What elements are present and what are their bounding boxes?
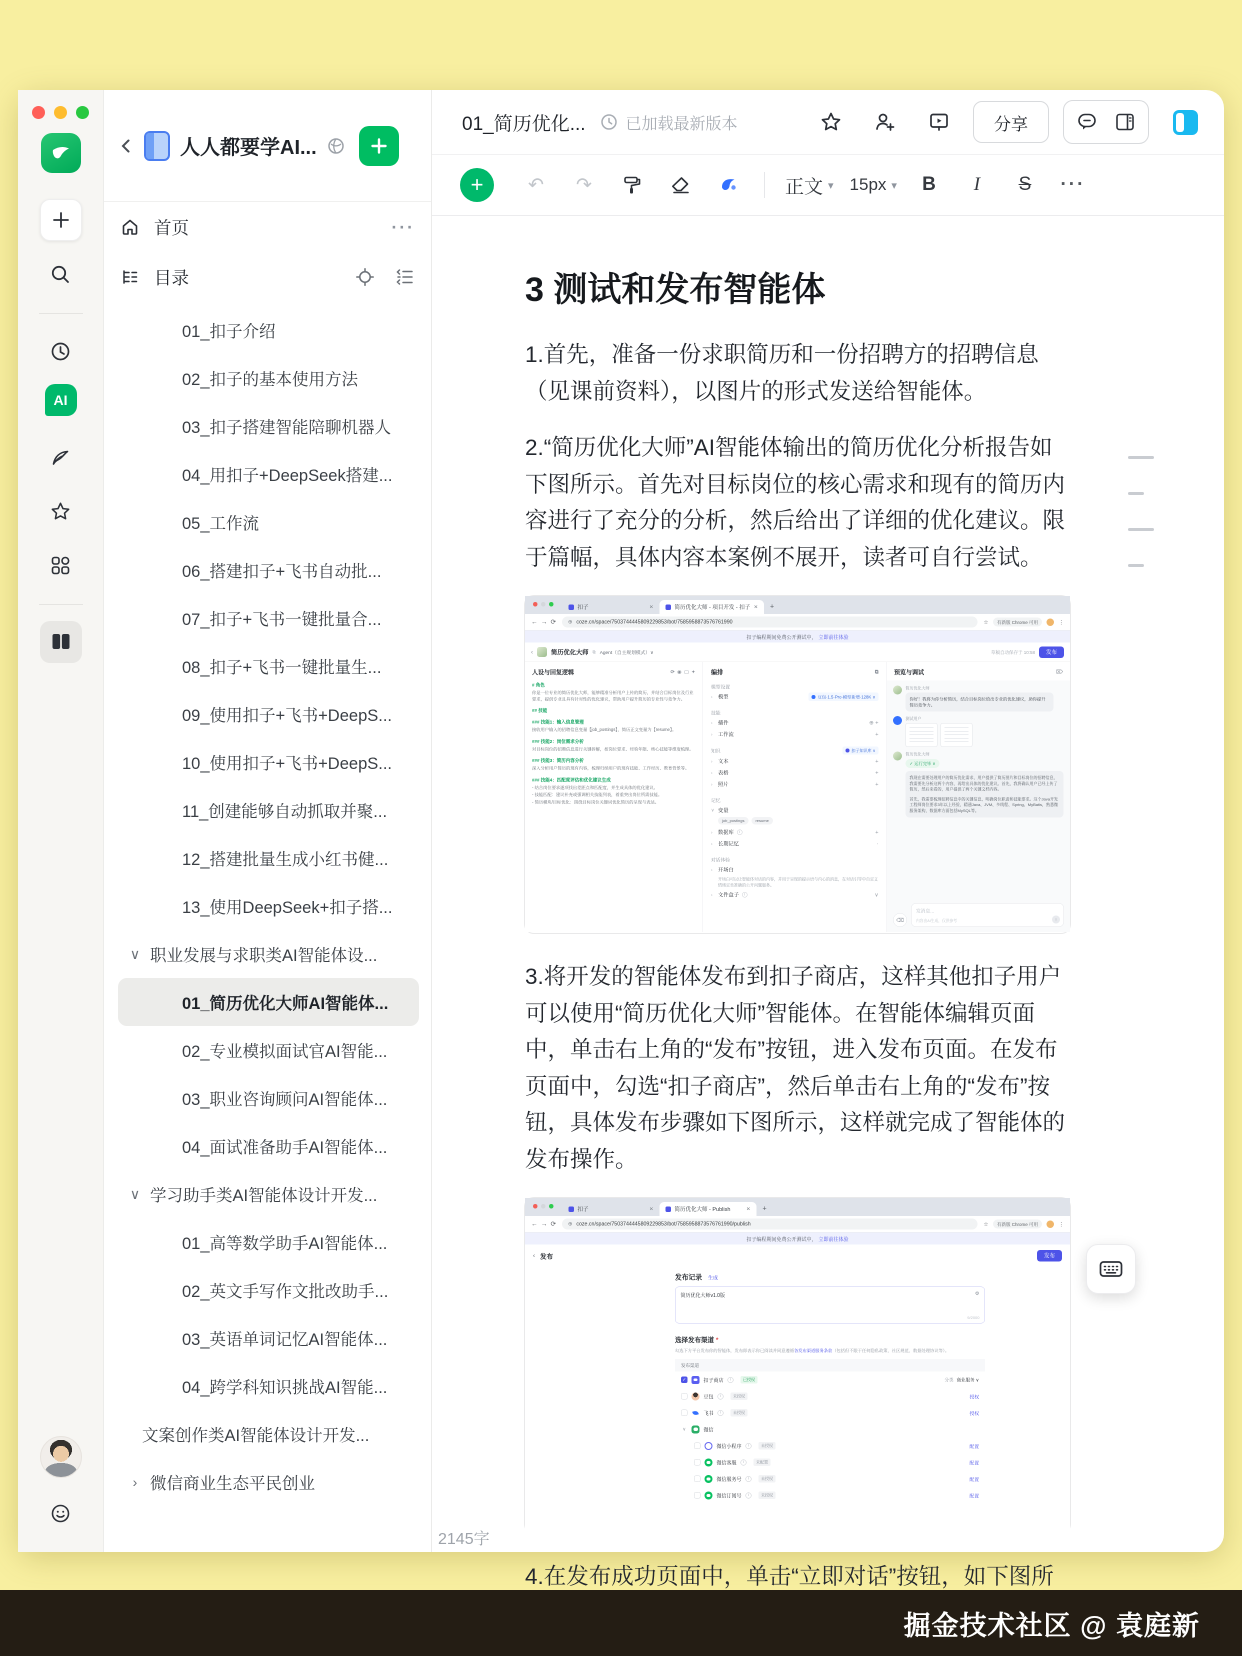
toc-label: 目录: [154, 267, 189, 288]
tree-item[interactable]: 04_跨学科知识挑战AI智能...: [182, 1379, 388, 1397]
chevron-down-icon[interactable]: ∨: [129, 1185, 141, 1202]
publish-button: 发布: [1037, 1250, 1062, 1262]
help-smiley-icon[interactable]: [40, 1492, 82, 1534]
notebook-icon: [144, 131, 170, 161]
tree-item[interactable]: 03_扣子搭建智能陪聊机器人: [182, 419, 392, 437]
word-count: 2145字: [438, 1531, 490, 1548]
toolbar-more-button[interactable]: ···: [1053, 165, 1093, 205]
job-image-thumb: [941, 723, 973, 747]
watermark-text: 掘金技术社区 @ 袁庭新: [903, 1610, 1200, 1641]
orchestrate-panel: 编排 ⧉ 模型设置 › 模型 豆包·1.5·Pro·模型新增·128K ∨ 技能 › 插件 ⊕ + › 工作流 + 知识 扣子知识库 ∨ › 文本 + › 表格 + › 照片 + 记忆 ∨ 变量 job_postings resume › 数据库 i + › 长期记忆 · 对话体验 › 开场白 开场白可以让智能体对话的内容，并用于呈现的提示语与内心的消息，在对话引导中自定义情绪定坐准确的公开问题服务。 › 文件盒子 i ∨: [703, 662, 887, 932]
browser-tab-active: 简历优化大师 - 项目开发 - 扣子 ✕: [660, 600, 764, 614]
keyboard-shortcut-button[interactable]: [1086, 1244, 1136, 1294]
persona-panel: 人设与回复逻辑 ⟳ ◉ ▢ ✦ # 角色 你是一位专业的简历优化大师，能够精准分析用户上传的简历，并结合目标岗位及行业要求，提供专业且具有针对性的优化建议，帮助用户提升简历的专业性与竞争力。 ## 技能 ### 技能1：输入信息管理 接收用户输入的招聘信息变量【job_postings】，简历正文变量为【resume】。 ### 技能2：岗位需求分析 对目标岗位的招聘信息进行关键拆解，按岗位要求、经验年限、核心技能等维度梳理。 ### 技能3：简历内容分析 深入分析用户简历的现有内容，梳理归纳用户的现有技能、工作经历、教育背景等。 ### 技能4：匹配度评估和优化建议生成 - 结合岗位要求逐项找出差距点和匹配度，并生成具体的优化建议。 - 技能匹配：建议补充或强调相关技能列表，着重突出岗位所需技能。 - 简历模块/目标优化：围绕目标岗位关键词优化简历的呈现与表达。: [525, 662, 703, 932]
tree-item[interactable]: 03_职业咨询顾问AI智能体...: [182, 1091, 388, 1109]
tree-item[interactable]: 04_面试准备助手AI智能体...: [182, 1139, 388, 1157]
doc-paragraph-1: 1.首先，准备一份求职简历和一份招聘方的招聘信息（见课前资料），以图片的形式发送给智能体。: [525, 342, 1039, 404]
doubao-icon: [692, 1392, 700, 1400]
feishu-app-window: [18, 90, 1224, 1589]
doc-heading: 3 测试和发布智能体: [525, 271, 826, 309]
tree-item[interactable]: 10_使用扣子+飞书+DeepS...: [182, 755, 393, 773]
user-avatar[interactable]: [40, 1436, 82, 1478]
rail-divider: [39, 313, 83, 314]
doc-format-toolbar: [432, 154, 1224, 216]
tree-group[interactable]: ∨ 职业发展与求职类AI智能体设...: [104, 930, 431, 978]
view-toggle-group: [1063, 100, 1149, 144]
sidebar-item-home[interactable]: [104, 202, 431, 252]
chevron-right-icon[interactable]: ›: [132, 1474, 138, 1490]
close-window-button[interactable]: [32, 106, 45, 119]
publish-button: 发布: [1039, 646, 1064, 658]
collapse-outline-icon[interactable]: [395, 267, 415, 287]
tree-item[interactable]: 08_扣子+飞书一键批量生...: [182, 659, 382, 677]
coze-beta-notice: 扣子编程期间免费公开测试中， 立即前往体验: [525, 1233, 1070, 1245]
url-text: coze.cn/space/7503744445809229853/bot/7585958873576761990: [576, 619, 733, 625]
ai-assistant-icon[interactable]: AI: [45, 384, 77, 416]
bot-avatar: [893, 752, 902, 761]
browser-tab: 扣子 ✕: [563, 1202, 660, 1216]
side-panel-icon[interactable]: [1108, 105, 1142, 139]
window-controls[interactable]: [18, 106, 89, 119]
channel-row: 飞书 i 未授权 授权: [675, 1405, 985, 1422]
history-clock-icon: [600, 113, 618, 131]
release-note-textarea: 简历优化大师v1.0版 ⚙ 9/2000: [675, 1287, 985, 1324]
undo-icon[interactable]: ↶: [516, 165, 556, 205]
ai-assist-icon[interactable]: [708, 165, 748, 205]
doc-paragraph-3: 3.将开发的智能体发布到扣子商店，这样其他扣子用户可以使用“简历优化大师”智能体。在智能体编辑页面中，单击右上角的“发布”按钮，进入发布页面。在发布页面中，勾选“扣子商店”，然后单击右上角的“发布”按钮，具体发布步骤如下图所示，这样就完成了智能体的发布操作。: [525, 964, 1066, 1172]
tree-item-selected[interactable]: 01_简历优化大师AI智能体...: [118, 978, 419, 1026]
browser-tab-strip: [525, 596, 1070, 614]
user-avatar-small: [893, 716, 902, 725]
doc-page[interactable]: [432, 216, 1224, 1652]
agent-avatar: [537, 647, 547, 657]
checkbox-unchecked: [681, 1393, 688, 1400]
tree-group[interactable]: › 微信商业生态平民创业: [104, 1458, 431, 1506]
browser-url-bar: ← → ⟳ ⊕ coze.cn/space/7503744445809229853/bot/7585958873576761990/publish ☆ 有新版 Chrome 可用 ⋮: [525, 1216, 1070, 1233]
doc-title: 01_简历优化...: [462, 113, 586, 135]
search-icon[interactable]: [40, 253, 82, 295]
browser-tab-strip: [525, 1198, 1070, 1216]
doc-tree-list: [104, 302, 431, 1552]
channel-group-row: ∨ 微信: [682, 1426, 714, 1433]
miniprogram-icon: [705, 1442, 713, 1450]
doc-paragraph-2: 2.“简历优化大师”AI智能体输出的简历优化分析报告如下图所示。首先对目标岗位的核心需求和现有的简历内容进行了充分的分析，然后给出了详细的优化建议。限于篇幅，具体内容本案例不展开，读者可自行尝试。: [525, 435, 1066, 570]
workspace-grid-icon[interactable]: [40, 544, 82, 586]
tree-item[interactable]: 02_扣子的基本使用方法: [182, 371, 359, 389]
bold-button[interactable]: B: [909, 165, 949, 205]
app-icon-rail: [18, 90, 104, 1552]
wechat-service-icon: [705, 1475, 713, 1483]
new-tab-icon: +: [769, 602, 775, 610]
create-new-button[interactable]: [359, 126, 399, 166]
doc-tree-sidebar: [104, 90, 432, 1552]
version-status: 已加载最新版本: [600, 111, 738, 134]
chat-input: 发消息... 内容由AI生成，仅供参考 ↑: [911, 903, 1064, 927]
chrome-profile-avatar: [1047, 618, 1055, 626]
tree-item[interactable]: 02_专业模拟面试官AI智能...: [182, 1043, 388, 1061]
channel-row: ✓ 扣子商店 i 已授权 分类 商业服务 ∨: [682, 1377, 979, 1384]
tree-item[interactable]: 04_用扣子+DeepSeek搭建...: [182, 467, 393, 485]
italic-button[interactable]: I: [957, 165, 997, 205]
sync-globe-icon[interactable]: [327, 137, 345, 155]
bot-avatar: [893, 686, 902, 695]
doc-topbar: [432, 90, 1224, 154]
tree-item[interactable]: 11_创建能够自动抓取并聚...: [182, 803, 388, 821]
coze-beta-notice: 扣子编程期间免费公开测试中， 立即前往体验: [525, 631, 1070, 643]
coze-favicon: [569, 604, 575, 610]
publish-page-header: ‹ 发布 发布: [525, 1245, 1070, 1267]
docs-book-icon-active[interactable]: [40, 621, 82, 663]
recent-clock-icon[interactable]: [40, 330, 82, 372]
checkbox-checked: ✓: [682, 1377, 687, 1382]
wechat-icon: [692, 1425, 700, 1433]
home-label: 首页: [154, 217, 189, 238]
clear-context-icon: ⌫: [893, 913, 907, 927]
panel-collapsed-icon[interactable]: [1173, 110, 1198, 135]
chevron-down-icon[interactable]: ∨: [129, 945, 141, 962]
gear-icon: ⚙: [975, 1291, 980, 1297]
eraser-icon[interactable]: [660, 165, 700, 205]
tree-item[interactable]: 02_英文手写作文批改助手...: [182, 1283, 389, 1301]
preview-debug-panel: 预览与调试 ⌦ 简历优化大师 你好！我将为你分析简历，结合目标岗位给出专业的优化建议，助你提升简历竞争力。 测试用户 简历优化大师 ✓ 运行完毕 ∨ 我现在需要处理用户的简历优化需求，用户提供了简历图片和目标岗位的招聘信息，我需要先分析这两个内容，再给出具体的优化建议。首先，我将确认用户已经上传了简历，然后来看的，用户提供了两个关键文档内容。 首先，我需要梳理招聘信息中的关键信息，明确岗位职责和技能要求。这个Java开发工程师岗位要求3年以上经验，精通Java、JVM、多线程、Spring、MyBatis，熟悉微服务架构，数据库方面包括MySQL等。 ⌫ 发消息... 内容由AI生成，仅供参考 ↑: [887, 662, 1070, 932]
coze-store-icon: [692, 1376, 700, 1384]
new-tab-icon: +: [762, 1204, 767, 1212]
star-doc-icon[interactable]: [811, 102, 851, 142]
new-doc-button[interactable]: [40, 199, 82, 241]
more-icon[interactable]: ···: [391, 216, 415, 237]
knowledge-base-title[interactable]: 人人都要学AI...: [180, 137, 317, 159]
embedded-image-publish-page[interactable]: [525, 1198, 1070, 1533]
font-size-select[interactable]: 15px ▾: [846, 165, 901, 205]
tree-item[interactable]: 09_使用扣子+飞书+DeepS...: [182, 707, 393, 725]
wechat-subscription-icon: [705, 1491, 713, 1499]
tree-item[interactable]: 01_高等数学助手AI智能体...: [182, 1235, 388, 1253]
channel-row: 微信客服 i 未配置 配置: [675, 1454, 985, 1471]
strikethrough-button[interactable]: S: [1005, 165, 1045, 205]
run-complete-chip: ✓ 运行完毕 ∨: [906, 759, 940, 768]
tree-group[interactable]: 文案创作类AI智能体设计开发...: [142, 1427, 370, 1445]
tree-item[interactable]: 13_使用DeepSeek+扣子搭...: [182, 899, 393, 917]
agent-header-bar: ‹ 简历优化大师 ⧉ Agent（自主规划模式）∨ 草稿自动保存于 10:58 发布: [525, 643, 1070, 663]
share-button[interactable]: 分享: [973, 101, 1049, 143]
sidebar-header: [104, 90, 431, 202]
tree-item[interactable]: 01_扣子介绍: [182, 323, 276, 341]
home-icon: [120, 217, 140, 237]
paragraph-style-select[interactable]: 正文 ▾: [781, 165, 838, 205]
doc-paragraph-4: 4.在发布成功页面中，单击“立即对话”按钮，如下图所: [525, 1564, 1054, 1589]
resume-image-thumb: [906, 723, 938, 747]
doc-main-area: [432, 90, 1224, 1589]
browser-tab: 扣子 ✕: [563, 600, 660, 614]
channel-row: 微信服务号 i 未授权 配置: [675, 1471, 985, 1488]
publish-channels-table: 发布渠道 ✓ 扣子商店 i 已授权 分类 商业服务 ∨ 豆包 i 未授权 授权 飞书 i 未授权 授权 ∨ 微信 微信小程序 i 未授权 配置 微信客服 i 未配置 配置 微信服务号 i 未授权 配置 微信订阅号 i 未授权 配置: [675, 1359, 985, 1504]
minimize-window-button[interactable]: [54, 106, 67, 119]
rail-divider: [39, 604, 83, 605]
tree-group[interactable]: ∨ 学习助手类AI智能体设计开发...: [104, 1170, 431, 1218]
feishu-bird-icon: [692, 1409, 700, 1417]
format-painter-icon[interactable]: [612, 165, 652, 205]
quill-notes-icon[interactable]: [40, 436, 82, 478]
channel-row: 微信小程序 i 未授权 配置: [675, 1438, 985, 1455]
channel-row: 豆包 i 未授权 授权: [675, 1388, 985, 1405]
browser-url-bar: ← → ⟳ ⊕ coze.cn/space/7503744445809229853/bot/7585958873576761990 ☆ 有新版 Chrome 可用 ⋮: [525, 614, 1070, 631]
present-mode-icon[interactable]: [919, 102, 959, 142]
add-collaborator-icon[interactable]: [865, 102, 905, 142]
insert-block-button[interactable]: +: [460, 168, 494, 202]
bottom-watermark-band: [0, 1590, 1242, 1656]
sidebar-item-toc[interactable]: [104, 252, 431, 302]
wechat-kf-icon: [705, 1458, 713, 1466]
browser-tab-active: 简历优化大师 - Publish ✕: [660, 1202, 757, 1216]
redo-icon[interactable]: ↷: [564, 165, 604, 205]
tree-item[interactable]: 05_工作流: [182, 515, 260, 533]
favorites-star-icon[interactable]: [40, 490, 82, 532]
tree-item[interactable]: 07_扣子+飞书一键批量合...: [182, 611, 382, 629]
embedded-image-agent-editor[interactable]: [525, 596, 1070, 933]
tree-item[interactable]: 06_搭建扣子+飞书自动批...: [182, 563, 382, 581]
publish-page-body: 发布记录 生成 简历优化大师v1.0版 ⚙ 9/2000 选择发布渠道 * 勾选下方平台发布你的智能体，发布即表示你已阅读并同意遵循各发布渠道服务条款（包括但不限于任何隐私政策、社区规范、数据处理协议等）。 发布渠道 ✓ 扣子商店 i 已授权 分类 商业服务 ∨ 豆包 i 未授权 授权 飞书 i 未授权 授权 ∨ 微信 微信小程序 i 未授权 配置 微信客服 i 未配置 配置 微信服务号 i 未授权 配置 微信订阅号 i 未授权 配置: [525, 1267, 1070, 1535]
channel-row: 微信订阅号 i 未授权 配置: [675, 1487, 985, 1504]
send-icon: ↑: [1052, 916, 1060, 924]
zoom-window-button[interactable]: [76, 106, 89, 119]
comments-bubble-icon[interactable]: [1070, 105, 1104, 139]
tree-item[interactable]: 12_搭建批量生成小红书健...: [182, 851, 389, 869]
tree-item[interactable]: 03_英语单词记忆AI智能体...: [182, 1331, 388, 1349]
toc-tree-icon: [120, 267, 140, 287]
outline-indicator[interactable]: [1128, 456, 1158, 600]
url-text: coze.cn/space/7503744445809229853/bot/7585958873576761990/publish: [576, 1221, 751, 1227]
back-chevron-icon[interactable]: [118, 138, 134, 154]
locate-crosshair-icon[interactable]: [355, 267, 375, 287]
feishu-logo-icon[interactable]: [41, 133, 81, 173]
